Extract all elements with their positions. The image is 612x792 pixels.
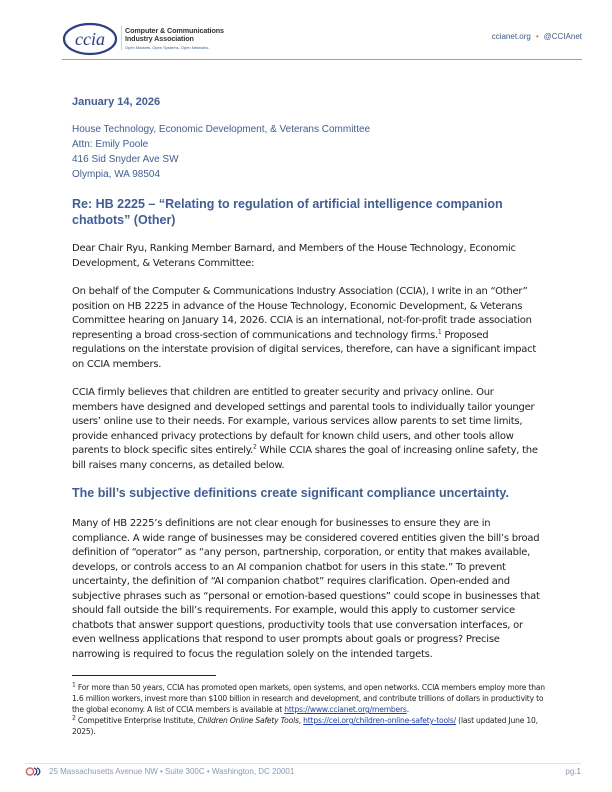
salutation: Dear Chair Ryu, Ranking Member Barnard, and Members of the House Technology, Economic Development, & Veterans Committee: <box>72 243 516 269</box>
website-link[interactable]: ccianet.org <box>491 32 531 41</box>
recipient-line: 416 Sid Snyder Ave SW <box>72 154 179 165</box>
letter-date: January 14, 2026 <box>72 96 161 108</box>
svg-text:ccia: ccia <box>75 29 105 49</box>
footnote-ref[interactable]: 2 <box>252 443 257 451</box>
logo-divider <box>121 26 122 50</box>
letterhead <box>0 0 612 60</box>
footnote-number: 2 <box>72 714 76 722</box>
recipient-line: Attn: Emily Poole <box>72 139 149 150</box>
recipient-address <box>72 122 542 182</box>
paragraph-intro <box>72 285 542 372</box>
cei-link[interactable]: https://cei.org/children-online-safety-tools/ <box>303 716 456 725</box>
page-prefix: pg. <box>565 767 577 776</box>
page-number <box>565 767 581 776</box>
header-contact <box>492 32 582 41</box>
footnotes <box>72 682 552 737</box>
org-tagline: Open Markets. Open Systems. Open Networks. <box>125 45 210 50</box>
paragraph-text: On behalf of the Computer & Communications Industry Association (CCIA), I write in an “Other” position on HB 2225 in advance of the House Technology, Economic Development, & Veterans Committee hearing on January 14, 2026. CCIA is an international, not-for-profit trade association representing a broad cross-section of communications and technology firms. <box>72 286 532 341</box>
footnote-2 <box>72 715 552 737</box>
section-heading: The bill’s subjective definitions create significant compliance uncertainty. <box>72 486 509 500</box>
footnote-ref[interactable]: 1 <box>437 328 442 336</box>
social-handle-link[interactable]: @CCIAnet <box>543 32 582 41</box>
footer-rule <box>25 763 581 764</box>
recipient-line: House Technology, Economic Development, & Veterans Committee <box>72 124 371 135</box>
page-footer <box>25 767 581 776</box>
footnote-text: For more than 50 years, CCIA has promoted open markets, open systems, and open networks. CCIA members employ more than 1.6 million workers, invest more than $100 billion in research and development, and contribute trillions of dollars in productivity to the global economy. A list of CCIA members is available at <box>72 683 545 714</box>
header-rule <box>62 59 582 60</box>
footnote-text: (last updated June 10, 2025). <box>72 716 538 736</box>
footnote-title: Children Online Safety Tools <box>197 716 299 725</box>
ccia-rings-icon <box>25 767 43 776</box>
letter-body <box>72 96 542 676</box>
paragraph-text: Proposed regulations on the interstate provision of digital services, therefore, can have a significant impact on CCIA members. <box>72 329 536 370</box>
ccia-logo <box>62 22 118 56</box>
org-name-line1: Computer & Communications <box>125 26 224 35</box>
paragraph-safety <box>72 386 542 473</box>
org-name-line2: Industry Association <box>125 34 194 43</box>
page-number-value: 1 <box>576 767 581 776</box>
paragraph-text: While CCIA shares the goal of increasing online safety, the bill raises many concerns, as detailed below. <box>72 445 538 471</box>
paragraph-definitions: Many of HB 2225’s definitions are not clear enough for businesses to ensure they are in compliance. A wide range of businesses may be considered covered entities given the bill’s broad definition of “operator” as “any person, partnership, corporation, or entity that makes available, develops, or controls access to an AI companion chatbot for users in this state.” To prevent uncertainty, the definition of “AI companion chatbot” requires clarification. Open-ended and subjective phrases such as “personal or emotion-based questions” could scope in businesses that should fall outside the bill’s requirements. For example, would this apply to customer service chatbots that answer support questions, productivity tools that use conversation interfaces, or even wellness applications that respond to user prompts about goals or progress? Precise narrowing is required to focus the regulation solely on the intended targets. <box>72 518 540 660</box>
subject-line: Re: HB 2225 – “Relating to regulation of artificial intelligence companion chatbots” (Other) <box>72 197 503 227</box>
org-name-block <box>125 27 224 50</box>
ccia-members-link[interactable]: https://www.ccianet.org/members <box>284 705 407 714</box>
footnote-text: , <box>298 716 304 725</box>
footnote-1 <box>72 682 552 715</box>
paragraph-text: CCIA firmly believes that children are entitled to greater security and privacy online. Our members have designed and developed settings and parental tools to individually tailor younger users’ online use to their needs. For example, various services allow parents to set time limits, provide enhanced privacy protections by default for known child users, and other tools allow parents to block specific sites entirely. <box>72 387 535 456</box>
separator-dot: • <box>535 32 539 41</box>
footnote-text: Competitive Enterprise Institute, <box>75 716 198 725</box>
footnote-number: 1 <box>72 681 76 689</box>
footnote-text: . <box>406 705 409 714</box>
footer-address: 25 Massachusetts Avenue NW • Suite 300C • Washington, DC 20001 <box>49 767 295 776</box>
footnote-divider <box>72 675 216 676</box>
recipient-line: Olympia, WA 98504 <box>72 169 161 180</box>
